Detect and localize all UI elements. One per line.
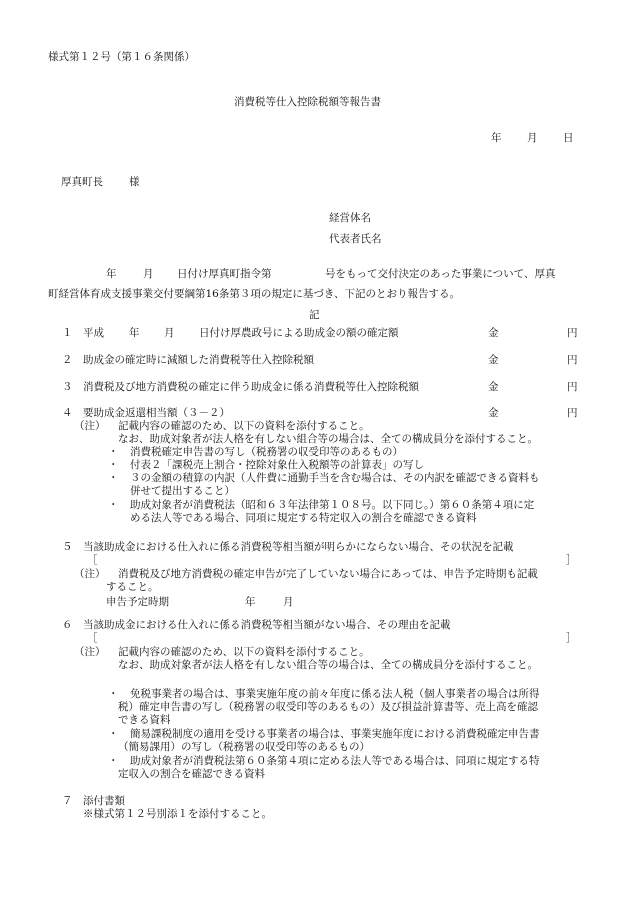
- item5-note-line1: 消費税及び地方消費税の確定申告が完了していない場合にあっては、申告予定時期も記載: [118, 568, 538, 580]
- representative-label: 代表者氏名: [329, 233, 382, 245]
- item6-bracket-close: ］: [566, 632, 577, 644]
- intro-year: 年: [106, 268, 117, 280]
- item1-text: 日付け厚農政号による助成金の額の確定額: [199, 327, 399, 339]
- item4-bullet-2: 付表２「課税売上割合・控除対象仕入税額等の計算表」の写し: [130, 459, 424, 471]
- item6-bullet-2a: 簡易課税制度の適用を受ける事業者の場合は、事業実施年度における消費税確定申告書: [130, 728, 540, 740]
- item1-year: 年: [129, 327, 140, 339]
- item2-text: 助成金の確定時に減額した消費税等仕入控除税額: [83, 354, 314, 366]
- item7-number: ７: [62, 795, 73, 807]
- intro-dated-ref: 日付け厚真町指令第: [177, 268, 272, 280]
- item4-number: ４: [62, 407, 73, 419]
- addressee-name: 厚真町長: [61, 176, 103, 188]
- item6-bullet-1b: 税）確定申告書の写し（税務署の収受印等のあるもの）及び損益計算書等、売上高を確認: [118, 701, 538, 713]
- intro-line2: 町経営体育成支援事業交付要綱第16条第３項の規定に基づき、下記のとおり報告する。: [48, 288, 460, 300]
- item1-era: 平成: [83, 327, 104, 339]
- item5-bracket-close: ］: [566, 554, 577, 566]
- item4-bullet-3b: 併せて提出すること）: [130, 485, 235, 497]
- item5-bracket-open: ［: [87, 554, 98, 566]
- schedule-year: 年: [245, 596, 256, 608]
- item4-note-label: （注）: [74, 420, 106, 432]
- bullet-symbol: ・: [108, 755, 119, 767]
- item4-bullet-1: 消費税確定申告書の写し（税務署の収受印等のあるもの）: [130, 446, 403, 458]
- item6-note-label: （注）: [74, 646, 106, 658]
- item7-sub: ※様式第１２号別添１を添付すること。: [83, 808, 272, 820]
- item6-number: ６: [62, 619, 73, 631]
- item5-note-line2: すること。: [106, 581, 159, 593]
- item4-bullet-4a: 助成対象者が消費税法（昭和６３年法律第１０８号。以下同じ。）第６０条第４項に定: [130, 499, 535, 511]
- item4-text: 要助成金返還相当額（３－２）: [83, 407, 230, 419]
- item4-note1: 記載内容の確認のため、以下の資料を添付すること。: [118, 420, 370, 432]
- item5-note-label: （注）: [74, 568, 106, 580]
- item1-month: 月: [164, 327, 175, 339]
- date-day-label: 日: [563, 132, 574, 144]
- item4-bullet-3a: ３の金額の積算の内訳（人件費に通勤手当を含む場合は、その内訳を確認できる資料も: [130, 472, 540, 484]
- item6-bullet-2b: （簡易課用）の写し（税務署の収受印等のあるもの）: [118, 741, 370, 753]
- bullet-symbol: ・: [108, 459, 119, 471]
- item2-number: ２: [62, 354, 73, 366]
- item5-number: ５: [62, 541, 73, 553]
- item1-number: １: [62, 327, 73, 339]
- date-month-label: 月: [527, 132, 538, 144]
- bullet-symbol: ・: [108, 472, 119, 484]
- item6-bracket-open: ［: [87, 632, 98, 644]
- item3-number: ３: [62, 381, 73, 393]
- intro-month: 月: [143, 268, 154, 280]
- item2-en-label: 円: [567, 354, 578, 366]
- item3-en-label: 円: [567, 381, 578, 393]
- item2-yen-label: 金: [488, 354, 499, 366]
- item4-note2: なお、助成対象者が法人格を有しない組合等の場合は、全ての構成員分を添付すること。: [118, 433, 538, 445]
- bullet-symbol: ・: [108, 446, 119, 458]
- item6-bullet-1c: できる資料: [118, 714, 171, 726]
- date-year-label: 年: [491, 132, 502, 144]
- entity-name-label: 経営体名: [329, 212, 371, 224]
- item1-yen-label: 金: [488, 327, 499, 339]
- addressee-honorific: 様: [129, 176, 140, 188]
- schedule-month: 月: [283, 596, 294, 608]
- bullet-symbol: ・: [108, 688, 119, 700]
- item6-bullet-3a: 助成対象者が消費税法第６０条第４項に定める法人等である場合は、同項に規定する特: [130, 755, 540, 767]
- form-number: 様式第１２号（第１６条関係）: [48, 51, 195, 63]
- bullet-symbol: ・: [108, 499, 119, 511]
- schedule-label: 申告予定時期: [106, 596, 169, 608]
- page-title: 消費税等仕入控除税額等報告書: [234, 96, 381, 108]
- item6-bullet-3b: 定収入の割合を確認できる資料: [118, 768, 265, 780]
- item7-text: 添付書類: [83, 795, 125, 807]
- item1-en-label: 円: [567, 327, 578, 339]
- item3-text: 消費税及び地方消費税の確定に伴う助成金に係る消費税等仕入控除税額: [83, 381, 419, 393]
- item6-note1: 記載内容の確認のため、以下の資料を添付すること。: [118, 646, 370, 658]
- ki-heading: 記: [309, 309, 320, 321]
- intro-number: 号をもって交付決定のあった事業について、厚真: [325, 268, 556, 280]
- bullet-symbol: ・: [108, 728, 119, 740]
- item6-text: 当該助成金における仕入れに係る消費税等相当額がない場合、その理由を記載: [83, 619, 451, 631]
- item4-yen-label: 金: [488, 407, 499, 419]
- item3-yen-label: 金: [488, 381, 499, 393]
- item6-note2: なお、助成対象者が法人格を有しない組合等の場合は、全ての構成員分を添付すること。: [118, 659, 538, 671]
- item5-text: 当該助成金における仕入れに係る消費税等相当額が明らかにならない場合、その状況を記載: [83, 541, 514, 553]
- item6-bullet-1a: 免税事業者の場合は、事業実施年度の前々年度に係る法人税（個人事業者の場合は所得: [130, 688, 540, 700]
- item4-en-label: 円: [567, 407, 578, 419]
- item4-bullet-4b: める法人等である場合、同項に規定する特定収入の割合を確認できる資料: [130, 512, 477, 524]
